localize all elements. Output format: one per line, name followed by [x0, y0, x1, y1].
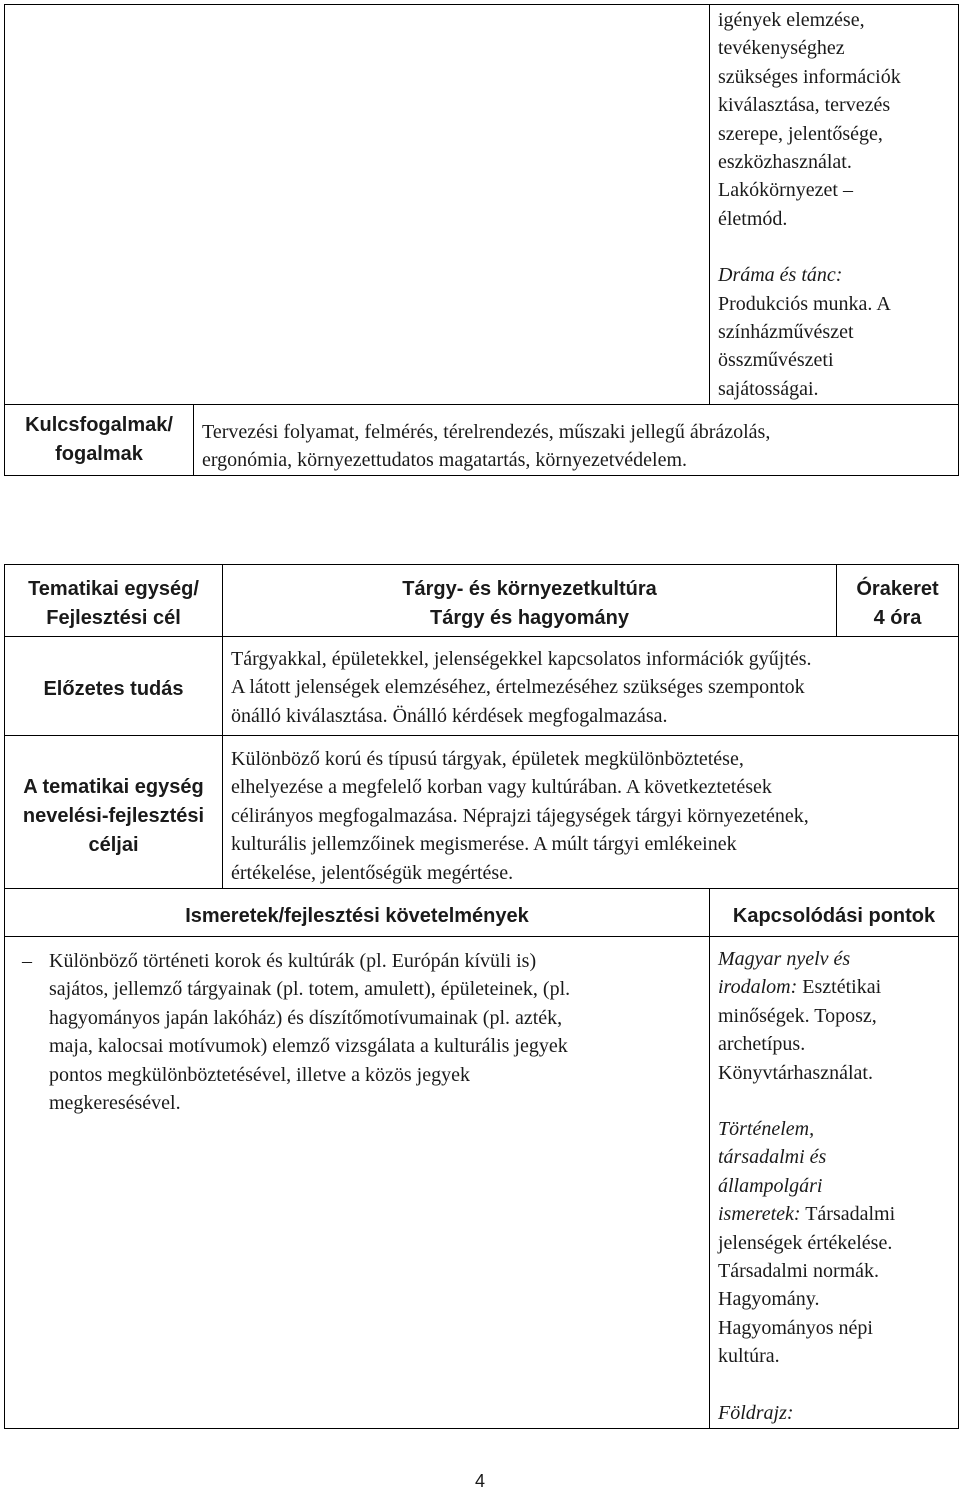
label-line: Fejlesztési cél — [46, 607, 181, 629]
subject-label: állampolgári — [718, 1174, 823, 1197]
table1-row-divider — [4, 404, 959, 405]
table1-col-divider — [709, 4, 710, 404]
requirements-text — [49, 947, 704, 1117]
text-line: sajátos, jellemző tárgyainak (pl. totem, amulett), épületeinek, (pl. — [49, 978, 571, 1001]
kulcsfogalmak-text — [202, 418, 952, 475]
text-span: Társadalmi — [800, 1203, 896, 1226]
text-line: ergonómia, környezettudatos magatartás, környezetvédelem. — [202, 449, 687, 472]
text-line: Hagyományos népi — [718, 1316, 873, 1339]
cell-line: összművészeti — [718, 349, 834, 372]
cell-line: igények elemzése, — [718, 9, 865, 31]
cell-line: eszközhasználat. — [718, 151, 852, 174]
text-line: minőségek. Toposz, — [718, 1004, 877, 1027]
drama-label: Dráma és tánc: — [718, 264, 843, 287]
page-number: 4 — [474, 1471, 485, 1491]
text-line: Különböző korú és típusú tárgyak, épületek megkülönböztetése, — [231, 748, 744, 770]
text-line: megkeresésével. — [49, 1092, 181, 1115]
text-line: jelenségek értékelése. — [718, 1231, 893, 1254]
celok-label — [5, 773, 222, 860]
header-line: Ismeretek/fejlesztési követelmények — [185, 905, 529, 927]
subject-label: társadalmi és — [718, 1146, 827, 1169]
orakeret — [837, 575, 958, 633]
table1-bottom-border — [4, 475, 959, 476]
label-line: céljai — [88, 834, 139, 856]
table2-req-col-divider — [709, 888, 710, 1429]
cell-line: kiválasztása, tervezés — [718, 94, 891, 117]
table2-row-divider-2 — [4, 735, 959, 736]
table1-kulcs-divider — [193, 404, 194, 476]
table2-top-border — [4, 564, 959, 565]
label-line: Előzetes tudás — [43, 678, 184, 700]
label-line: A tematikai egység — [23, 776, 204, 798]
table2-subheader-divider — [4, 936, 959, 937]
cell-line: sajátosságai. — [718, 377, 819, 400]
subject-label: Magyar nyelv és — [718, 948, 851, 970]
connections-text — [718, 945, 954, 1427]
text-line: hagyományos japán lakóház) és díszítőmotívumainak (pl. azték, — [49, 1006, 563, 1029]
elozetes-tudas-label — [5, 675, 222, 704]
orakeret-label: Órakeret — [856, 578, 939, 600]
text-line: Társadalmi normák. — [718, 1260, 880, 1283]
requirements-dash: – — [22, 950, 32, 972]
label-line: fogalmak — [55, 443, 143, 465]
table2-row-divider-1 — [4, 636, 959, 637]
text-line: kulturális jellemzőinek megismerése. A múlt tárgyi emlékeinek — [231, 833, 737, 856]
requirements-header — [5, 902, 709, 931]
subject-label: ismeretek: — [718, 1203, 801, 1226]
table1-left-border — [4, 4, 5, 476]
celok-text — [231, 745, 953, 887]
text-span: Esztétikai — [797, 976, 882, 999]
orakeret-value: 4 óra — [873, 607, 922, 629]
title-line: Tárgy és hagyomány — [430, 607, 629, 629]
text-line: Tárgyakkal, épületekkel, jelenségekkel kapcsolatos információk gyűjtés. — [231, 648, 812, 670]
table2-bottom-border — [4, 1428, 959, 1429]
text-line: archetípus. — [718, 1033, 806, 1056]
subject-label: Történelem, — [718, 1118, 815, 1141]
subject-label: Földrajz: — [718, 1401, 794, 1424]
title-line: Tárgy- és környezetkultúra — [402, 578, 657, 600]
text-line: Hagyomány. — [718, 1288, 820, 1311]
cell-line: Lakókörnyezet – — [718, 179, 853, 202]
cell-line: szükséges információk — [718, 65, 901, 88]
text-line: értékelése, jelentőségük megértése. — [231, 861, 514, 884]
text-line: pontos megkülönböztetésével, illetve a közös jegyek — [49, 1063, 470, 1086]
text-line: kultúra. — [718, 1345, 780, 1368]
cell-line: Produkciós munka. A — [718, 292, 891, 315]
label-line: Tematikai egység/ — [28, 578, 199, 600]
cell-line: életmód. — [718, 207, 788, 230]
label-line: Kulcsfogalmak/ — [25, 414, 173, 436]
cell-line: tevékenységhez — [718, 37, 845, 60]
unit-title — [223, 575, 836, 633]
label-line: nevelési-fejlesztési — [22, 805, 205, 827]
table1-top-border — [4, 4, 959, 5]
tematikai-egyseg-label — [5, 575, 222, 633]
text-line: önálló kiválasztása. Önálló kérdések megfogalmazása. — [231, 704, 668, 727]
text-line: Könyvtárhasználat. — [718, 1061, 873, 1084]
text-line: elhelyezése a megfelelő korban vagy kultúrában. A következtetések — [231, 776, 772, 799]
kulcsfogalmak-label — [5, 411, 193, 469]
subject-label: irodalom: — [718, 976, 798, 999]
text-line: Különböző történeti korok és kultúrák (pl. Európán kívüli is) — [49, 950, 537, 972]
text-line: célirányos megfogalmazása. Néprajzi tájegységek tárgyi környezetének, — [231, 804, 809, 827]
table2-right-border — [958, 564, 959, 1429]
connections-header — [710, 902, 958, 931]
cell-line: színházművészet — [718, 321, 854, 344]
header-line: Kapcsolódási pontok — [732, 905, 936, 927]
text-line: Tervezési folyamat, felmérés, térelrendezés, műszaki jellegű ábrázolás, — [202, 421, 771, 443]
text-line: maja, kalocsai motívumok) elemző vizsgálata a kulturális jegyek — [49, 1035, 568, 1058]
text-line: A látott jelenségek elemzéséhez, értelmezéséhez szükséges szempontok — [231, 676, 805, 699]
table1-right-border — [958, 4, 959, 476]
table1-right-cell — [718, 6, 954, 403]
cell-line: szerepe, jelentősége, — [718, 122, 883, 145]
table2-row-divider-3 — [4, 888, 959, 889]
elozetes-tudas-text — [231, 645, 953, 730]
